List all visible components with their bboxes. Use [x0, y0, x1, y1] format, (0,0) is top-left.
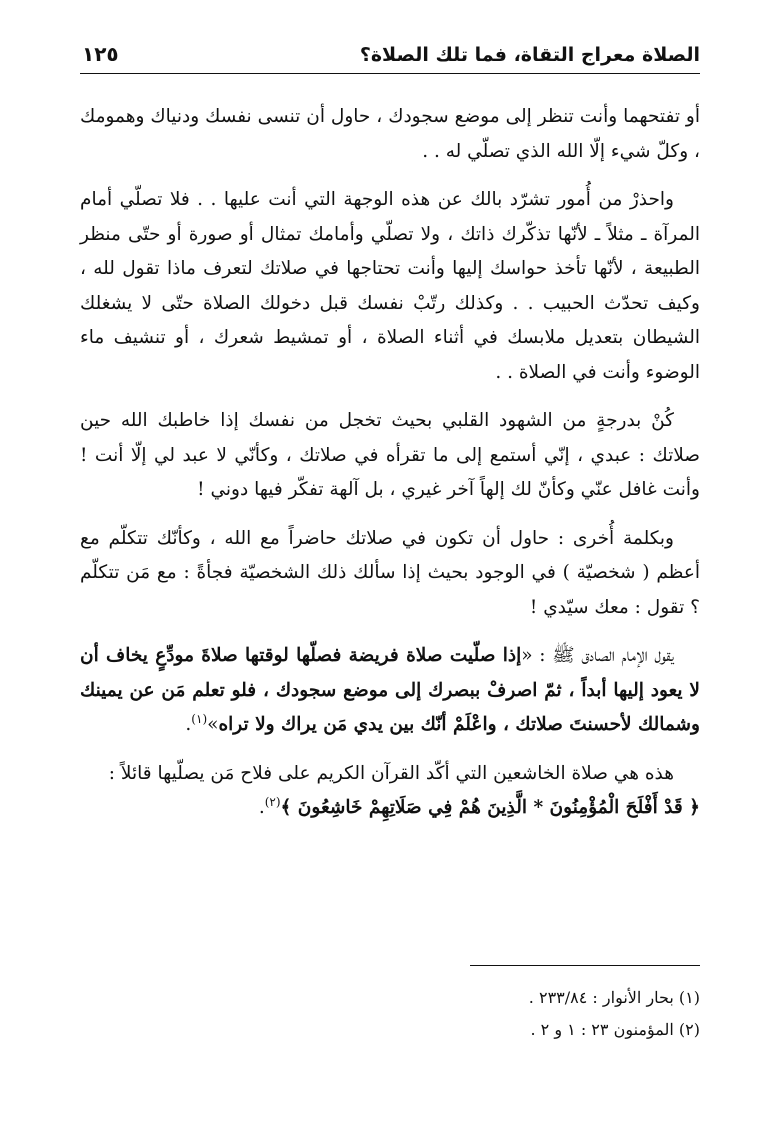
hadith-text: إذا صلّيت صلاة فريضة فصلّها لوقتها صلاةَ مودِّعٍ يخاف أن لا يعود إليها أبداً ، ثمّ اصرفْ ببصرك إلى موضع سجودك ، فلو تعلم مَن عن يمينك وشمالك لأحسنتَ صلاتك ، واعْلَمْ أنّك بين يدي مَن يراك ولا تراه	[80, 645, 700, 735]
hadith-intro: يقول الإمام الصادق ﷺ : «	[521, 645, 674, 666]
paragraph-4: وبكلمة أُخرى : حاول أن تكون في صلاتك حاضراً مع الله ، وكأنّك تتكلّم مع أعظم ( شخصيّة ) في الوجود بحيث إذا سألك ذلك الشخصيّة فجأةً : مع مَن تتكلّم ؟ تقول : معك سيّدي !	[80, 527, 700, 618]
footnote-2: (٢) المؤمنون ٢٣ : ١ و ٢ .	[530, 1020, 700, 1039]
header-divider	[80, 73, 700, 74]
closing-paragraph	[80, 757, 700, 826]
body-text	[80, 100, 700, 840]
hadith-close: »	[207, 714, 219, 735]
page-number: ١٢٥	[82, 42, 119, 66]
paragraph-1: أو تفتحهما وأنت تنظر إلى موضع سجودك ، حاول أن تنسى نفسك ودنياك وهمومك ، وكلّ شيء إلّا الله الذي تصلّي له . .	[80, 106, 700, 162]
hadith-end: .	[185, 714, 192, 735]
footnote-1: (١) بحار الأنوار : ٢٣٣/٨٤ .	[528, 988, 700, 1007]
paragraph-3: كُنْ بدرجةٍ من الشهود القلبي بحيث تخجل من نفسك إذا خاطبك الله حين صلاتك : عبدي ، إنّي أستمع إلى ما تقرأه في صلاتك ، وكأنّي لا عبد لي إلّا أنت ! وأنت غافل عنّي وكأنّ لك إلهاً آخر غيري ، بل آلهة تفكّر فيها دوني !	[80, 410, 700, 500]
quran-verse: ﴿ قَدْ أَفْلَحَ الْمُؤْمِنُونَ * الَّذِينَ هُمْ فِي صَلَاتِهِمْ خَاشِعُونَ ﴾	[280, 797, 700, 818]
chapter-title: الصلاة معراج التقاة، فما تلك الصلاة؟	[359, 44, 700, 66]
footnote-ref-2[interactable]: (٢)	[264, 794, 281, 809]
footnotes	[300, 982, 700, 1046]
hadith-paragraph	[80, 639, 700, 743]
closing-end: .	[258, 797, 265, 818]
footnote-divider	[470, 965, 700, 966]
paragraph-2: واحذرْ من أُمور تشرّد بالك عن هذه الوجهة التي أنت عليها . . فلا تصلّي أمام المرآة ـ مثلاً ـ لأنّها تذكّرك ذاتك ، ولا تصلّي وأمامك تمثال أو صورة أو حتّى منظر الطبيعة ، لأنّها تأخذ حواسك إليها وأنت تحتاجها في صلاتك لتعرف ماذا تقول لله ، وكيف تحدّث الحبيب . . وكذلك رتّبْ نفسك قبل دخولك الصلاة حتّى لا يشغلك الشيطان بتعديل ملابسك في أثناء الصلاة ، أو تمشيط شعرك ، أو تنشيف ماء الوضوء وأنت في الصلاة . .	[80, 189, 700, 383]
running-header	[80, 40, 700, 74]
footnote-ref-1[interactable]: (١)	[191, 711, 208, 726]
closing-text: هذه هي صلاة الخاشعين التي أكّد القرآن الكريم على فلاح مَن يصلّيها قائلاً :	[108, 762, 674, 784]
